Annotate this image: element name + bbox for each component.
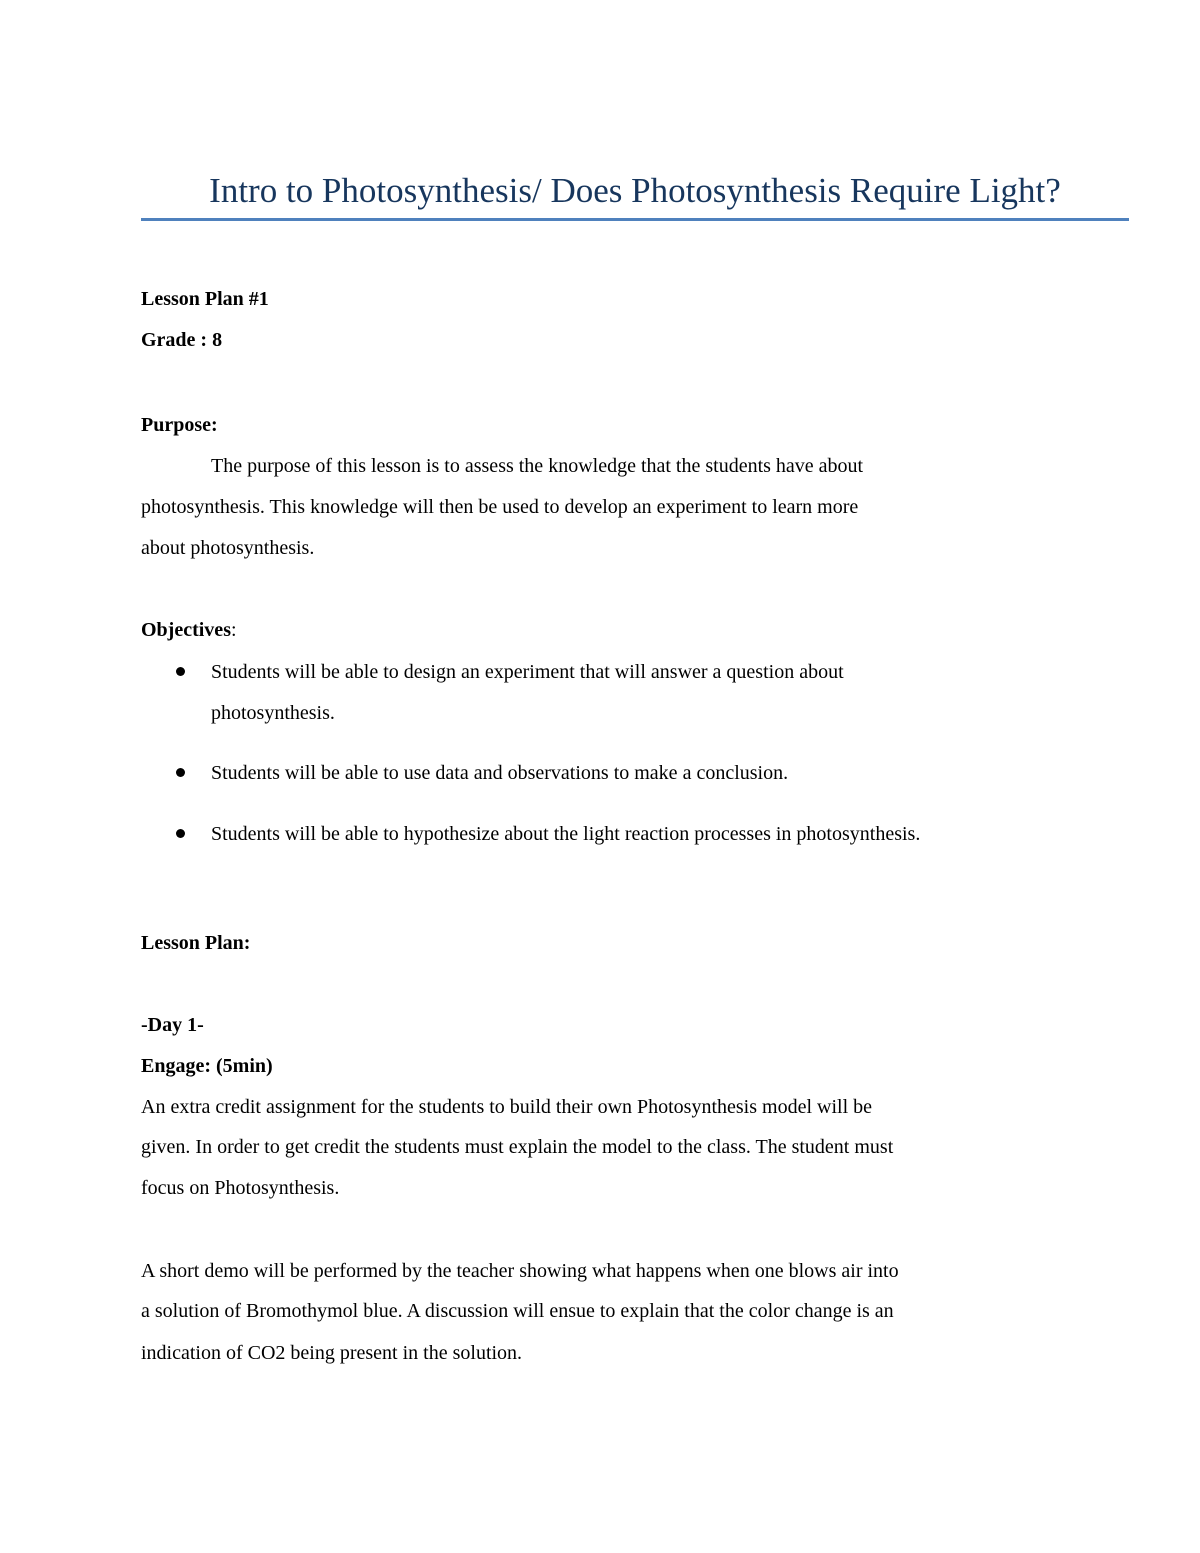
engage-paragraph-2-line-1: A short demo will be performed by the teacher showing what happens when one blows air into <box>141 1260 899 1282</box>
title-underline-rule <box>141 218 1129 221</box>
engage-paragraph-1-line-3: focus on Photosynthesis. <box>141 1177 340 1199</box>
objective-3-line-1: Students will be able to hypothesize about the light reaction processes in photosynthesis. <box>211 823 921 845</box>
purpose-line-1: The purpose of this lesson is to assess the knowledge that the students have about <box>211 455 864 477</box>
grade-label: Grade : 8 <box>141 329 223 351</box>
document-title: Intro to Photosynthesis/ Does Photosynthesis Require Light? <box>209 171 1061 210</box>
objectives-heading-colon: : <box>230 619 237 641</box>
engage-heading: Engage: (5min) <box>141 1055 273 1077</box>
objectives-heading-text: Objectives <box>141 619 231 641</box>
objective-1-line-1: Students will be able to design an experiment that will answer a question about <box>211 661 844 683</box>
objectives-heading <box>141 617 237 643</box>
lesson-plan-heading: Lesson Plan: <box>141 932 251 954</box>
objective-1-line-2: photosynthesis. <box>211 702 335 724</box>
purpose-line-3: about photosynthesis. <box>141 537 315 559</box>
bullet-icon <box>176 829 185 838</box>
engage-paragraph-1-line-1: An extra credit assignment for the students to build their own Photosynthesis model will be <box>141 1096 873 1118</box>
purpose-heading: Purpose: <box>141 414 218 436</box>
bullet-icon <box>176 768 185 777</box>
objective-2-line-1: Students will be able to use data and observations to make a conclusion. <box>211 762 789 784</box>
purpose-line-2: photosynthesis. This knowledge will then be used to develop an experiment to learn more <box>141 496 859 518</box>
day-1-heading: -Day 1- <box>141 1014 204 1036</box>
bullet-icon <box>176 667 185 676</box>
engage-paragraph-2-line-2: a solution of Bromothymol blue. A discussion will ensue to explain that the color change is an <box>141 1300 894 1322</box>
engage-paragraph-2-line-3: indication of CO2 being present in the solution. <box>141 1342 523 1364</box>
engage-paragraph-1-line-2: given. In order to get credit the students must explain the model to the class. The student must <box>141 1136 894 1158</box>
lesson-plan-number: Lesson Plan #1 <box>141 288 269 310</box>
